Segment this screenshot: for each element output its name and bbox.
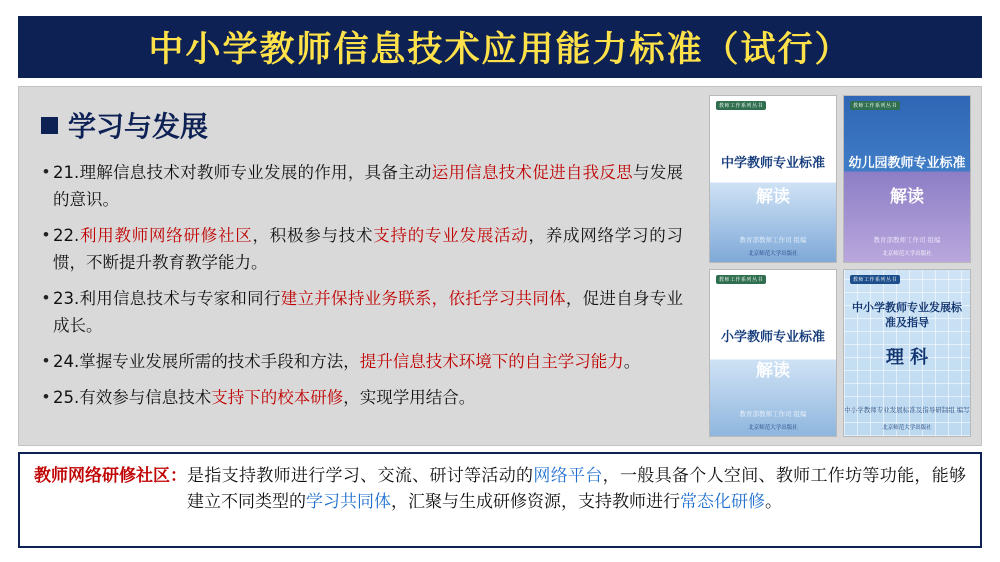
section-heading (41, 105, 208, 145)
book-subtitle: 理 科 (885, 347, 929, 369)
book-title: 中学教师专业标准 (720, 156, 825, 172)
definition-text: 是指支持教师进行学习、交流、研讨等活动的网络平台，一般具备个人空间、教师工作坊等功能，能够建立不同类型的学习共同体，汇聚与生成研修资源，支持教师进行常态化研修。 (187, 466, 967, 512)
page-title: 中小学教师信息技术应用能力标准（试行） (148, 30, 852, 70)
publisher-logo-icon: 教师工作系列丛书 (716, 101, 766, 110)
book-publisher: 北京师范大学出版社 (748, 425, 798, 431)
book-title: 中小学教师专业发展标准及指导 (852, 300, 962, 329)
list-item (43, 222, 683, 276)
list-item-text: 22.利用教师网络研修社区，积极参与技术支持的专业发展活动，养成网络学习的习惯，不断提升教育教学能力。 (52, 226, 684, 272)
book-editor: 教育部教师工作司 组编 (739, 410, 807, 418)
book-cover-image (843, 269, 971, 437)
bullet-dot-icon: • (43, 162, 49, 181)
book-editor: 中小学教师专业发展标准及指导研制组 编写 (844, 406, 970, 414)
definition-term: 教师网络研修社区： (34, 466, 187, 486)
book-publisher: 北京师范大学出版社 (748, 251, 798, 257)
publisher-logo-icon: 教师工作系列丛书 (850, 275, 900, 284)
publisher-logo-icon: 教师工作系列丛书 (850, 101, 900, 110)
definition-callout (18, 452, 982, 548)
list-item (43, 348, 683, 375)
book-title: 小学教师专业标准 (720, 330, 825, 346)
list-item (43, 384, 683, 411)
book-editor: 教育部教师工作司 组编 (739, 236, 807, 244)
bullet-dot-icon: • (43, 351, 49, 370)
book-subtitle: 解读 (756, 187, 790, 208)
book-editor: 教育部教师工作司 组编 (873, 236, 941, 244)
bullet-dot-icon: • (43, 387, 49, 406)
book-title: 幼儿园教师专业标准 (848, 156, 966, 172)
list-item-text: 21.理解信息技术对教师专业发展的作用，具备主动运用信息技术促进自我反思与发展的意识。 (52, 163, 683, 209)
list-item (43, 285, 683, 339)
section-heading-label: 学习与发展 (68, 110, 209, 143)
book-cover-gallery (709, 95, 971, 437)
standards-list (43, 159, 683, 420)
book-publisher: 北京师范大学出版社 (882, 425, 932, 431)
book-publisher: 北京师范大学出版社 (882, 251, 932, 257)
list-item-text: 24.掌握专业发展所需的技术手段和方法，提升信息技术环境下的自主学习能力。 (52, 352, 641, 371)
list-item (43, 159, 683, 213)
book-cover-image (709, 95, 837, 263)
book-subtitle: 解读 (756, 361, 790, 382)
square-bullet-icon (41, 117, 58, 134)
list-item-text: 25.有效参与信息技术支持下的校本研修，实现学用结合。 (52, 388, 476, 407)
bullet-dot-icon: • (43, 225, 49, 244)
publisher-logo-icon: 教师工作系列丛书 (716, 275, 766, 284)
bullet-dot-icon: • (43, 288, 49, 307)
slide-title-bar (18, 16, 982, 78)
book-cover-image (709, 269, 837, 437)
list-item-text: 23.利用信息技术与专家和同行建立并保持业务联系，依托学习共同体，促进自身专业成长。 (52, 289, 684, 335)
book-cover-image (843, 95, 971, 263)
content-panel (18, 86, 982, 446)
book-subtitle: 解读 (890, 187, 924, 208)
